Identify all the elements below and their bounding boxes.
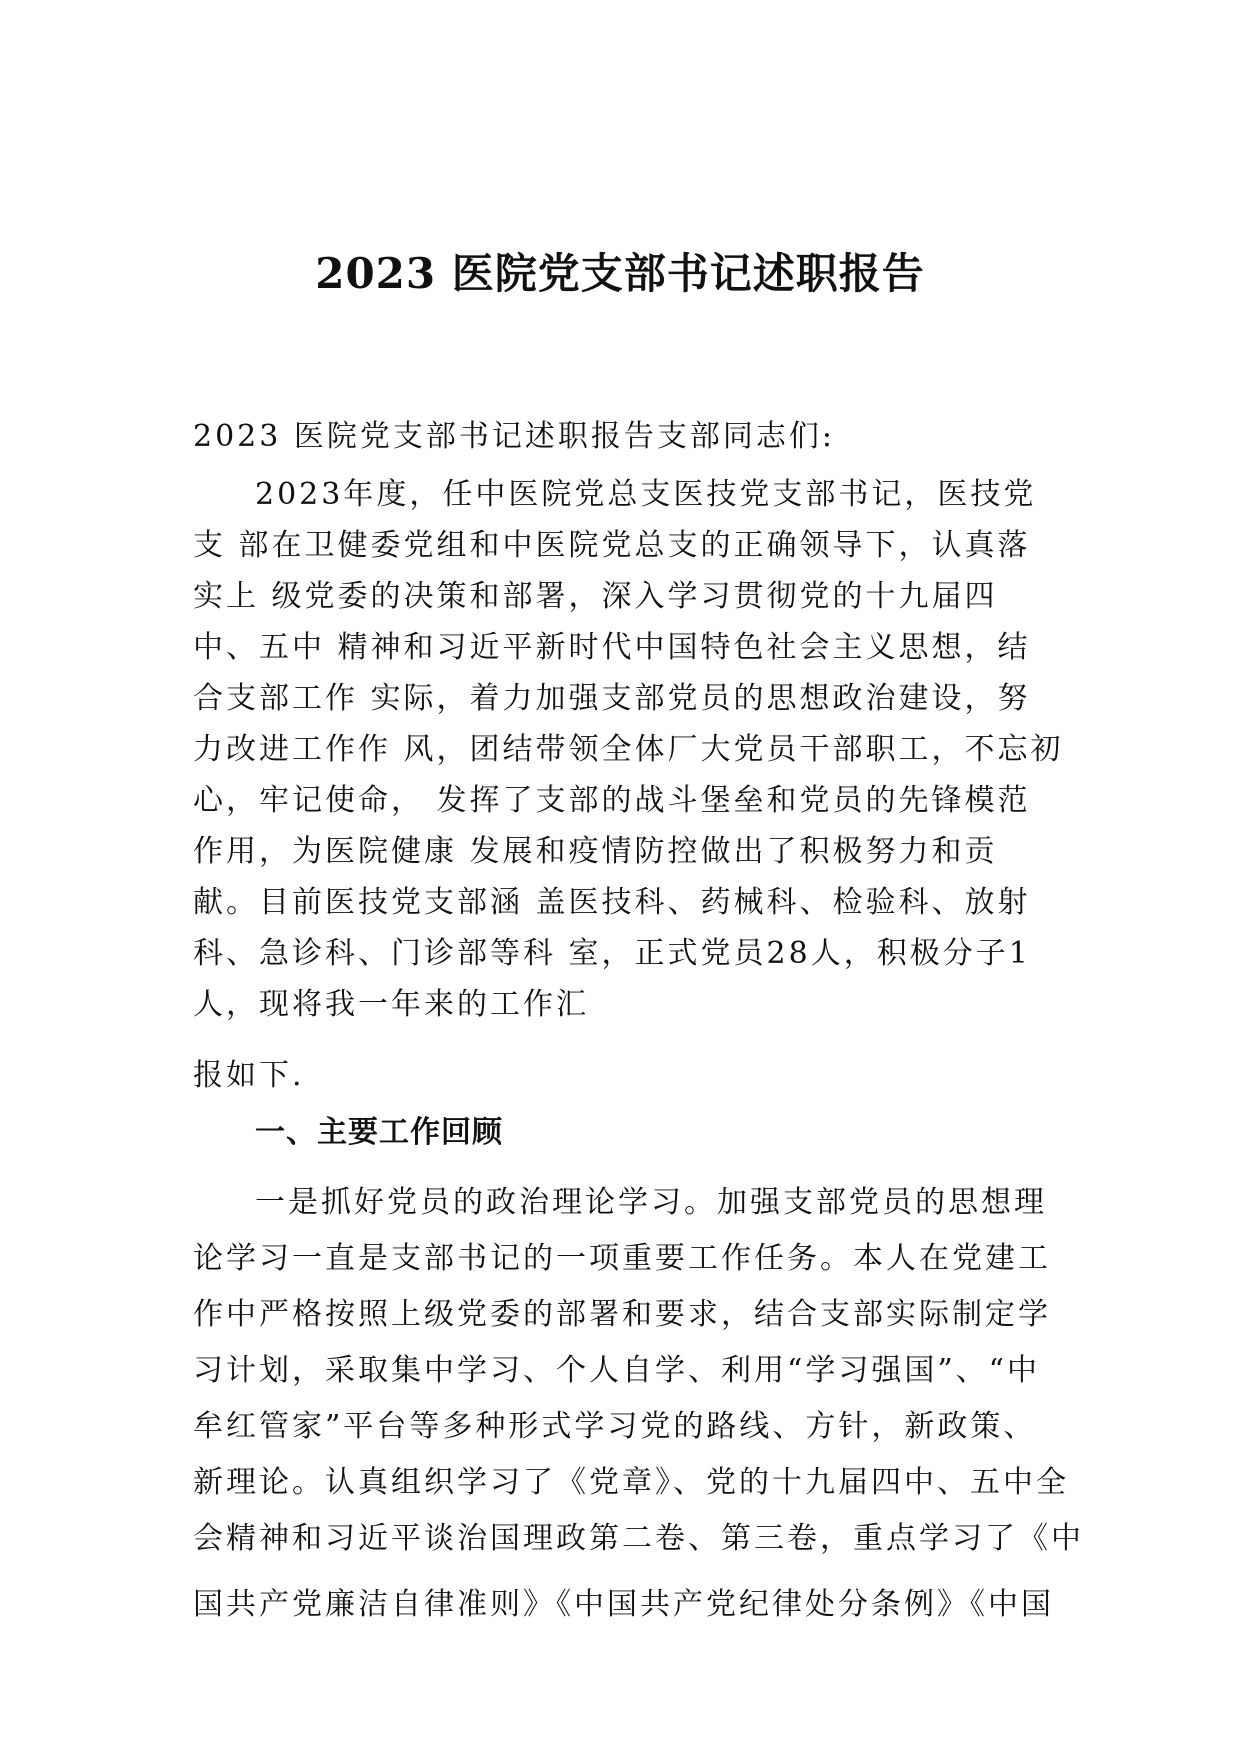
- section-line-5: 牟红管家”平台等多种形式学习党的路线、方针，新政策、: [193, 1409, 1037, 1444]
- intro-line-7: 心，牢记使命， 发挥了支部的战斗堡垒和党员的先锋模范: [193, 783, 1031, 818]
- intro-line-10: 科、急诊科、门诊部等科 室，正式党员28人，积极分子1: [193, 936, 1031, 971]
- section-line-4: 习计划，采取集中学习、个人自学、利用“学习强国”、“中: [193, 1353, 1041, 1388]
- section-line-6: 新理论。认真组织学习了《党章》、党的十九届四中、五中全: [193, 1465, 1069, 1500]
- section-heading: 一、主要工作回顾: [255, 1115, 503, 1150]
- intro-line-8: 作用，为医院健康 发展和疫情防控做出了积极努力和贡: [193, 834, 998, 869]
- document-title: 2023 医院党支部书记述职报告: [315, 249, 925, 298]
- section-line-3: 作中严格按照上级党委的部署和要求，结合支部实际制定学: [193, 1297, 1051, 1332]
- intro-line-4: 中、五中 精神和习近平新时代中国特色社会主义思想，结: [193, 630, 1031, 665]
- section-line-7: 会精神和习近平谈治国理政第二卷、第三卷，重点学习了《中: [193, 1521, 1084, 1556]
- section-line-2: 论学习一直是支部书记的一项重要工作任务。本人在党建工: [193, 1241, 1051, 1276]
- intro-line-3: 实上 级党委的决策和部署，深入学习贯彻党的十九届四: [193, 579, 998, 614]
- intro-line-5: 合支部工作 实际，着力加强支部党员的思想政治建设，努: [193, 681, 1031, 716]
- intro-line-9: 献。目前医技党支部涵 盖医技科、药械科、检验科、放射: [193, 885, 1031, 920]
- intro-line-2: 支 部在卫健委党组和中医院党总支的正确领导下，认真落: [193, 528, 1031, 563]
- salutation-line: 2023 医院党支部书记述职报告支部同志们:: [193, 419, 835, 454]
- intro-line-6: 力改进工作作 风，团结带领全体厂大党员干部职工，不忘初: [193, 732, 1064, 767]
- intro-line-1: 2023年度，任中医院党总支医技党支部书记，医技党: [255, 477, 1037, 512]
- intro-end-line: 报如下.: [193, 1058, 305, 1093]
- section-line-8: 国共产党廉洁自律准则》《中国共产党纪律处分条例》《中国: [193, 1587, 1054, 1622]
- intro-line-11: 人，现将我一年来的工作汇: [193, 987, 589, 1022]
- section-line-1: 一是抓好党员的政治理论学习。加强支部党员的思想理: [255, 1185, 1047, 1220]
